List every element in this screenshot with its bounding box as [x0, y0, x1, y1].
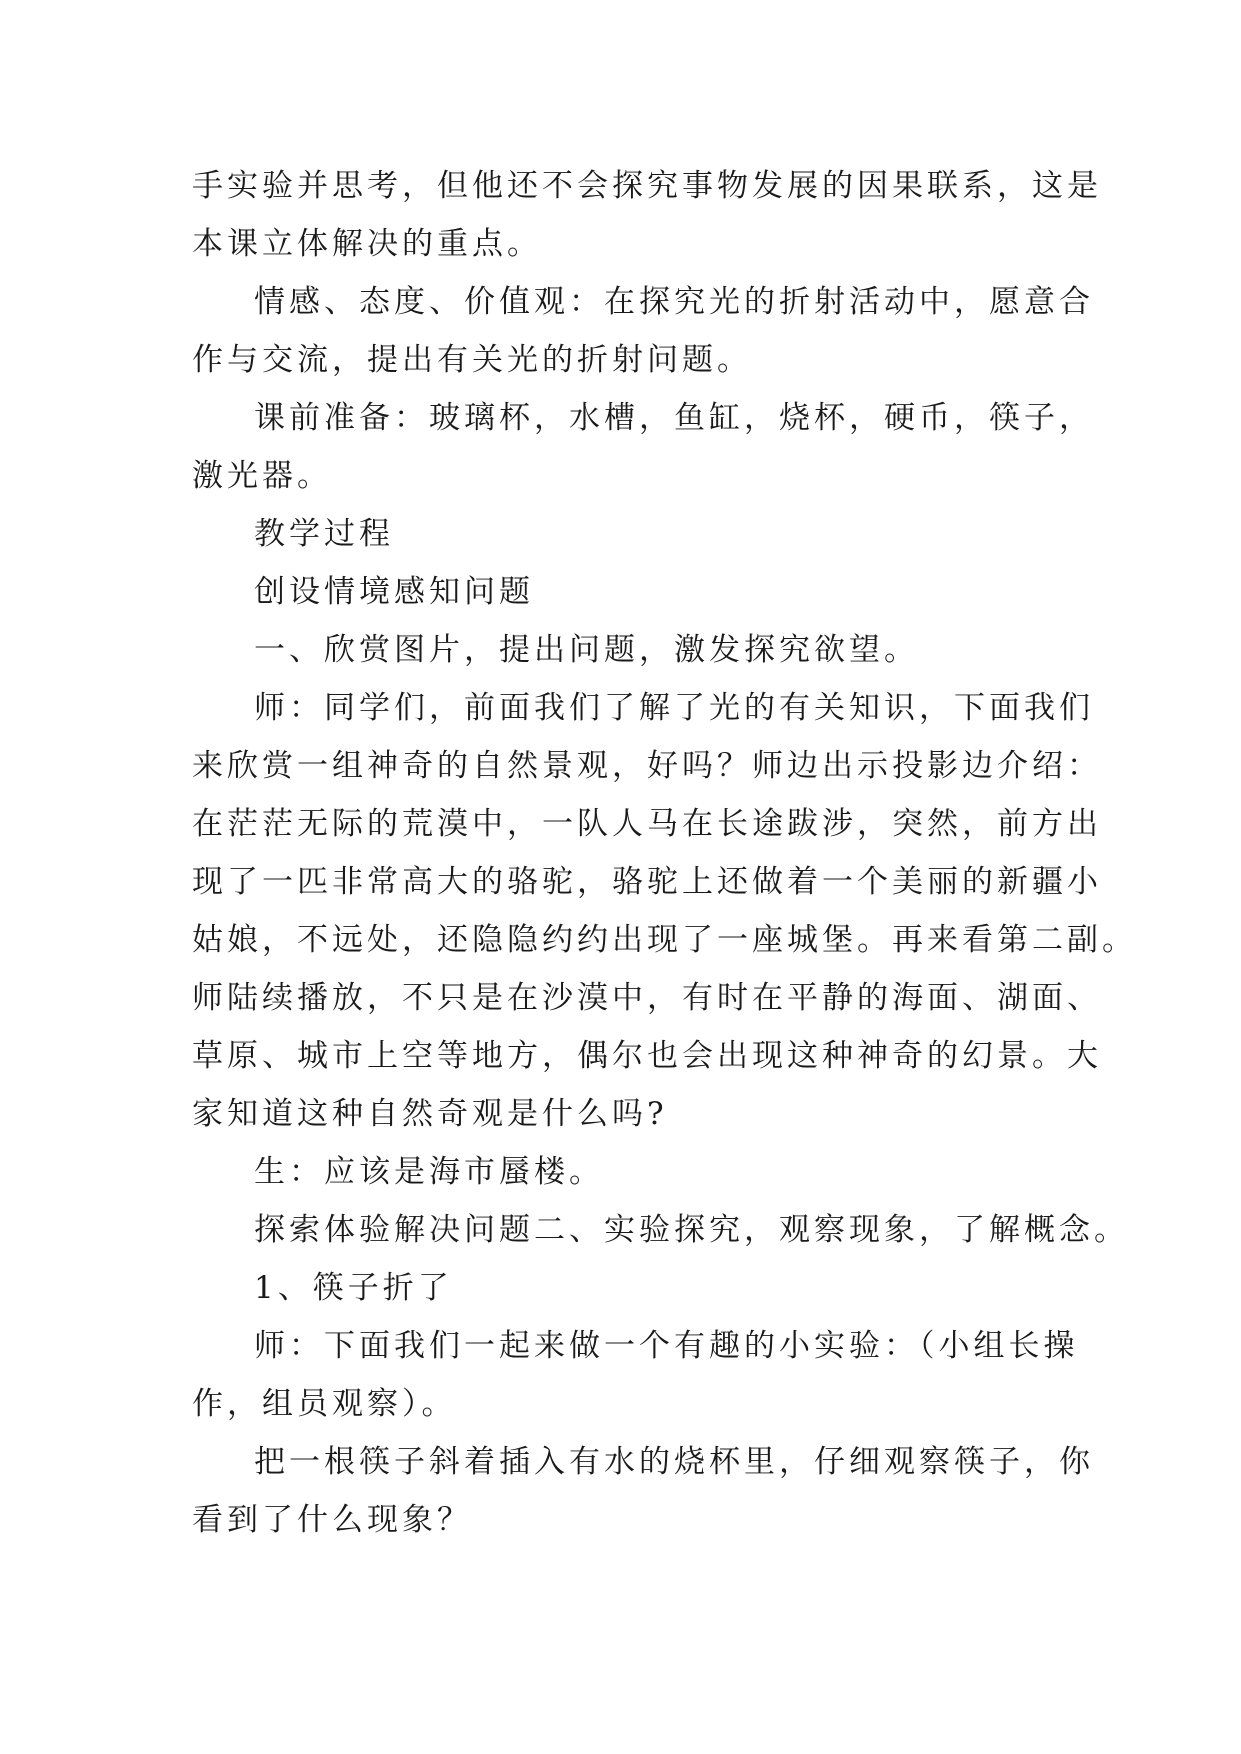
paragraph-line: 姑娘，不远处，还隐隐约约出现了一座城堡。再来看第二副。: [192, 922, 1137, 958]
paragraph-line: 激光器。: [192, 458, 332, 494]
paragraph-line: 现了一匹非常高大的骆驼，骆驼上还做着一个美丽的新疆小: [192, 864, 1102, 900]
paragraph-line: 来欣赏一组神奇的自然景观，好吗？师边出示投影边介绍：: [192, 748, 1102, 784]
paragraph-line: 师：下面我们一起来做一个有趣的小实验：（小组长操: [254, 1328, 1079, 1364]
paragraph-line: 作与交流，提出有关光的折射问题。: [192, 342, 752, 378]
paragraph-line: 情感、态度、价值观：在探究光的折射活动中，愿意合: [254, 284, 1094, 320]
paragraph-line: 1、筷子折了: [254, 1270, 453, 1306]
paragraph-line: 草原、城市上空等地方，偶尔也会出现这种神奇的幻景。大: [192, 1038, 1102, 1074]
paragraph-line: 家知道这种自然奇观是什么吗?: [192, 1096, 668, 1132]
paragraph-line: 师陆续播放，不只是在沙漠中，有时在平静的海面、湖面、: [192, 980, 1102, 1016]
paragraph-line: 本课立体解决的重点。: [192, 226, 542, 262]
document-body: [192, 157, 1137, 1549]
paragraph-line: 把一根筷子斜着插入有水的烧杯里，仔细观察筷子，你: [254, 1444, 1094, 1480]
paragraph-line: 生：应该是海市蜃楼。: [254, 1154, 604, 1190]
paragraph-line: 一、欣赏图片，提出问题，激发探究欲望。: [254, 632, 919, 668]
paragraph-line: 手实验并思考，但他还不会探究事物发展的因果联系，这是: [192, 168, 1102, 204]
paragraph-line: 看到了什么现象？: [192, 1502, 472, 1538]
paragraph-line: 课前准备：玻璃杯，水槽，鱼缸，烧杯，硬币，筷子，: [254, 400, 1094, 436]
paragraph-line: 探索体验解决问题二、实验探究，观察现象，了解概念。: [254, 1212, 1129, 1248]
section-heading: 创设情境感知问题: [254, 574, 534, 610]
paragraph-line: 师：同学们，前面我们了解了光的有关知识，下面我们: [254, 690, 1094, 726]
section-heading: 教学过程: [254, 516, 394, 552]
paragraph-line: 在茫茫无际的荒漠中，一队人马在长途跋涉，突然，前方出: [192, 806, 1102, 842]
paragraph-line: 作，组员观察）。: [192, 1386, 457, 1422]
